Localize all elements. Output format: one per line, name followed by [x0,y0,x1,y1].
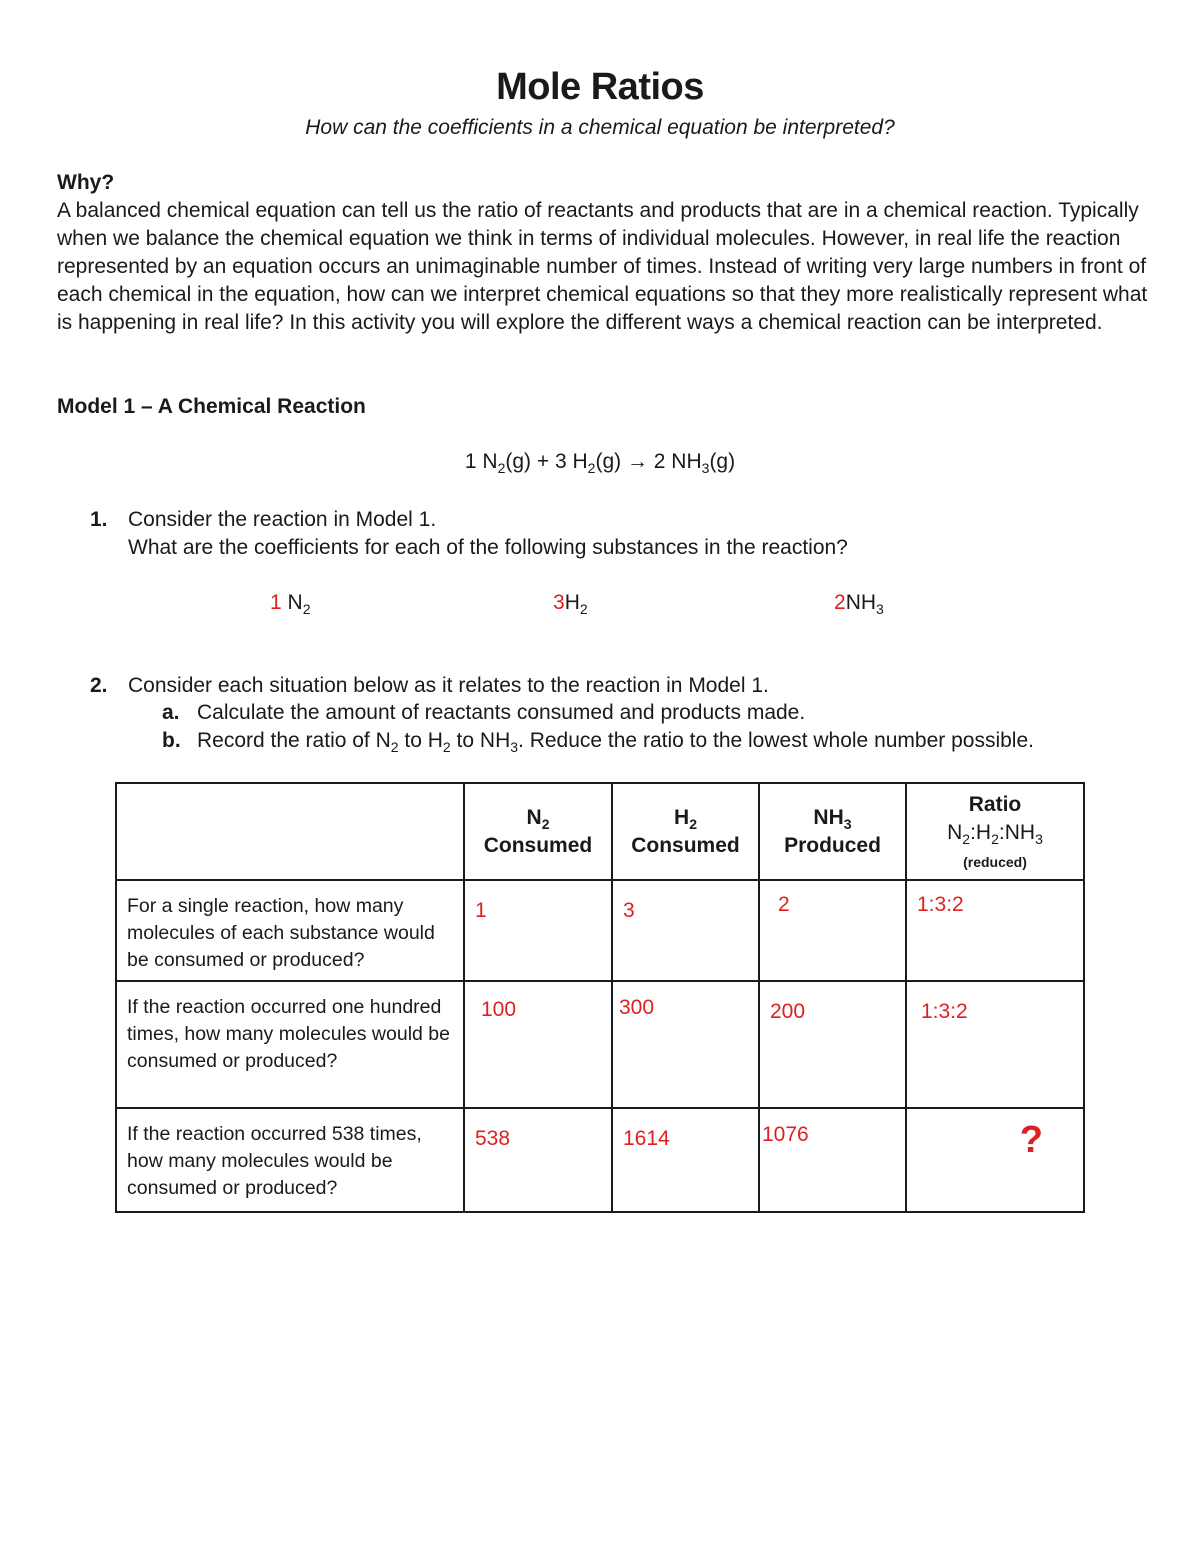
cell-ratio: 1:3:2 [906,880,1084,981]
ratio-table [115,782,1085,1213]
header-ratio: Ratio $N_2:H_2:NH_3$ (reduced) [906,783,1084,880]
answer-h2: $3H_2$ [553,591,588,617]
answer-n2: 1 $N_2$ [270,591,311,617]
cell-nh3: 2 [759,880,906,981]
row-question: If the reaction occurred one hundred times, how many molecules would be consumed or produced? [116,981,464,1108]
header-h2: $H_2$ Consumed [612,783,759,880]
question-number: 1. [90,508,108,531]
why-paragraph: A balanced chemical equation can tell us the ratio of reactants and products that are in a chemical reaction. Typically when we balance the chemical equation we think in terms of individual molecules. However, in real life the reaction represented by an equation occurs an unimaginable number of times. Instead of writing very large numbers in front of each chemical in the equation, how can we interpret chemical equations so that they more realistically represent what is happening in real life? In this activity you will explore the different ways a chemical reaction can be interpreted. [57,199,1148,334]
question-2-line: Consider each situation below as it relates to the reaction in Model 1. [128,674,769,697]
row-question: If the reaction occurred 538 times, how many molecules would be consumed or produced? [116,1108,464,1212]
cell-ratio: 1:3:2 [906,981,1084,1108]
cell-nh3: 200 [759,981,906,1108]
page-title: Mole Ratios [496,66,704,108]
table-header-row [116,783,1084,880]
header-nh3: $NH_3$ Produced [759,783,906,880]
cell-h2: 300 [612,981,759,1108]
cell-h2: 1614 [612,1108,759,1212]
cell-ratio: ? [906,1108,1084,1212]
header-empty [116,783,464,880]
cell-h2: 3 [612,880,759,981]
question-2a: a. Calculate the amount of reactants consumed and products made. [162,701,806,724]
answer-nh3: $2NH_3$ [834,591,884,617]
question-1-line1: Consider the reaction in Model 1. [128,508,437,531]
table-row [116,981,1084,1108]
table-row [116,880,1084,981]
cell-n2: 100 [464,981,612,1108]
question-1-line2: What are the coefficients for each of the following substances in the reaction? [128,536,848,559]
model1-heading: Model 1 – A Chemical Reaction [57,395,366,418]
page-subtitle: How can the coefficients in a chemical equation be interpreted? [305,116,895,139]
cell-n2: 538 [464,1108,612,1212]
why-heading: Why? [57,171,115,194]
row-question: For a single reaction, how many molecules of each substance would be consumed or produced? [116,880,464,981]
header-n2: $N_2$ Consumed [464,783,612,880]
cell-nh3: 1076 [759,1108,906,1212]
cell-n2: 1 [464,880,612,981]
question-2b: b. Record the ratio of $N_2$ to $H_2$ to $NH_3$. Reduce the ratio to the lowest whole number possible. [162,729,1034,755]
question-number: 2. [90,674,108,697]
table-row [116,1108,1084,1212]
chemical-equation: 1 $N_2(g) + 3$ $H_2(g) \to 2$ $NH_3(g)$ [464,450,736,476]
